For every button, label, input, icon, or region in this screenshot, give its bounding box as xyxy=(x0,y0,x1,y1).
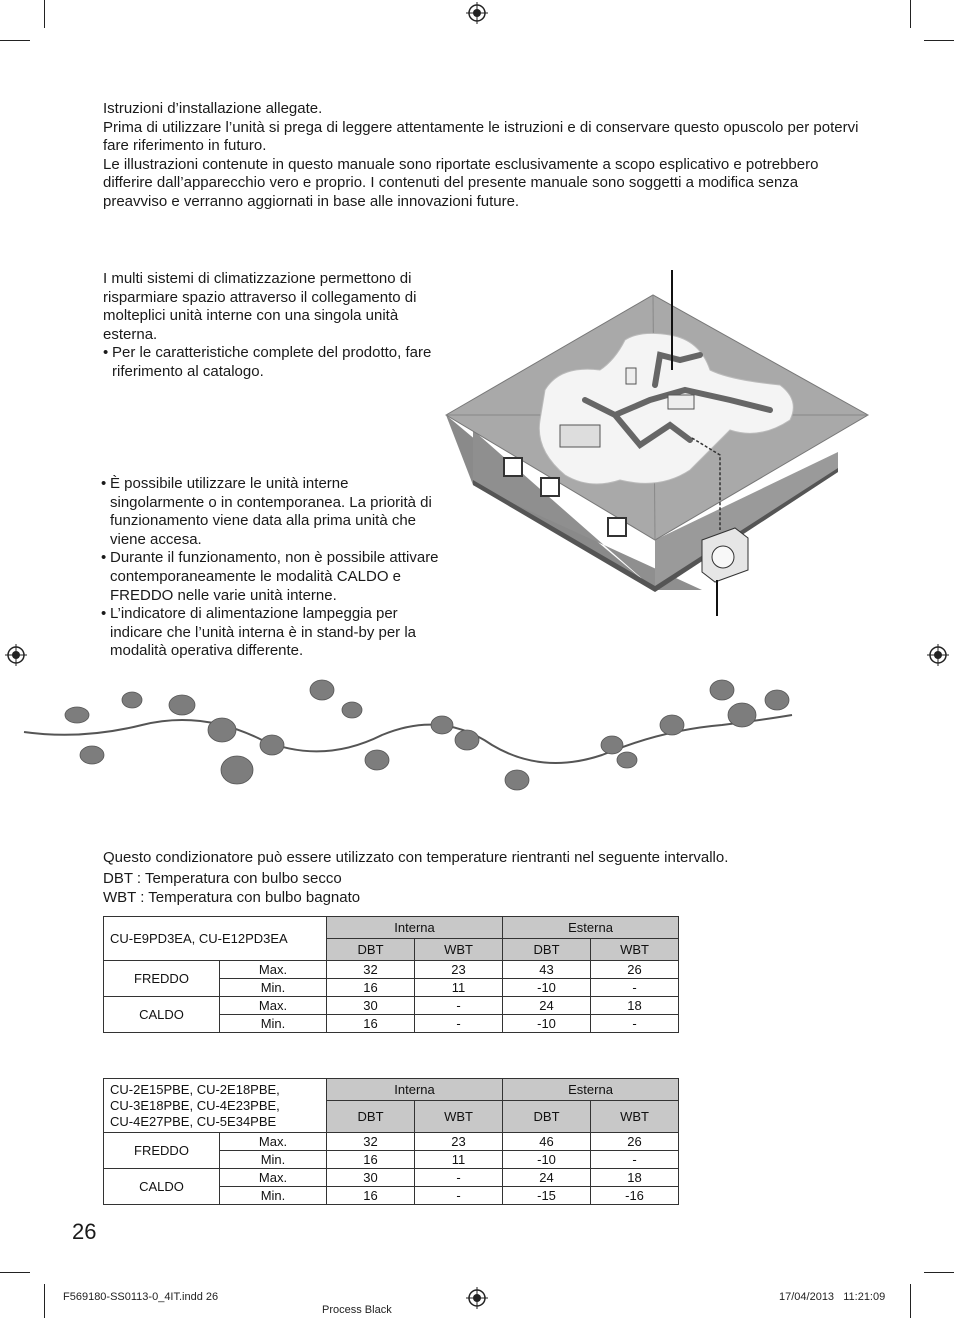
table-cell: 16 xyxy=(327,1015,415,1033)
leaf-icon xyxy=(260,735,284,755)
leaf-icon xyxy=(505,770,529,790)
leaf-icon xyxy=(617,752,637,768)
table-cell: 18 xyxy=(591,997,679,1015)
intro-line: Le illustrazioni contenute in questo manuale sono riportate esclusivamente a scopo esplicativo e potrebbero differire dall’apparecchio vero e proprio. I contenuti del presente manuale sono soggetti a modifica senza preavviso e verranno aggiornati in base alle innovazioni future. xyxy=(103,155,819,210)
mode-caldo: CALDO xyxy=(104,997,220,1033)
mode-freddo: FREDDO xyxy=(104,961,220,997)
crop-mark xyxy=(924,40,954,41)
header-interna: Interna xyxy=(327,917,503,939)
table-cell: 26 xyxy=(591,1133,679,1151)
leaf-icon xyxy=(365,750,389,770)
registration-mark-icon xyxy=(466,1287,488,1309)
table-cell: 11 xyxy=(415,1151,503,1169)
header-wbt: WBT xyxy=(415,1101,503,1133)
multi-system-description: I multi sistemi di climatizzazione permettono di risparmiare spazio attraverso il collegamento di molteplici unità interne con una singola unità esterna. xyxy=(103,270,417,343)
table-cell: 23 xyxy=(415,961,503,979)
table-cell: 24 xyxy=(503,997,591,1015)
model-line: CU-2E15PBE, CU-2E18PBE, xyxy=(110,1081,280,1097)
indoor-unit xyxy=(560,425,600,447)
house-window xyxy=(608,518,626,536)
table-cell: 30 xyxy=(327,997,415,1015)
row-label-max: Max. xyxy=(220,1169,327,1187)
crop-mark xyxy=(910,1284,911,1318)
intro-line: Istruzioni d’installazione allegate. xyxy=(103,100,323,117)
house-illustration xyxy=(440,240,872,620)
indoor-unit xyxy=(668,395,694,409)
header-interna: Interna xyxy=(327,1079,503,1101)
crop-mark xyxy=(44,0,45,28)
registration-mark-icon xyxy=(466,2,488,24)
table-cell: 16 xyxy=(327,1187,415,1205)
table-cell: - xyxy=(591,1151,679,1169)
header-wbt: WBT xyxy=(415,939,503,961)
header-wbt: WBT xyxy=(591,939,679,961)
leaf-icon xyxy=(80,746,104,764)
note-item: • È possibile utilizzare le unità interne singolarmente o in contemporanea. La priorità di funzionamento viene data alla prima unità che viene accesa. xyxy=(101,475,446,549)
dbt-definition: DBT : Temperatura con bulbo secco xyxy=(103,870,342,887)
footer-process: Process Black xyxy=(322,1304,392,1316)
table-cell: 30 xyxy=(327,1169,415,1187)
table-cell: 43 xyxy=(503,961,591,979)
header-wbt: WBT xyxy=(591,1101,679,1133)
footer-datetime: 17/04/2013 11:21:09 xyxy=(779,1291,886,1303)
header-dbt: DBT xyxy=(503,939,591,961)
crop-mark xyxy=(0,1272,30,1273)
leaf-icon xyxy=(208,718,236,742)
operating-range-table-2 xyxy=(103,1078,679,1205)
header-dbt: DBT xyxy=(503,1101,591,1133)
row-label-max: Max. xyxy=(220,1133,327,1151)
leaf-icon xyxy=(169,695,195,715)
intro-text xyxy=(103,100,863,212)
header-esterna: Esterna xyxy=(503,917,679,939)
leaf-icon xyxy=(765,690,789,710)
leaf-icon xyxy=(455,730,479,750)
table-cell: 32 xyxy=(327,961,415,979)
table-cell: 11 xyxy=(415,979,503,997)
note-item: • Durante il funzionamento, non è possibile attivare contemporaneamente le modalità CALDO e FREDDO nelle varie unità interne. xyxy=(101,549,446,605)
footer-filename: F569180-SS0113-0_4IT.indd 26 xyxy=(63,1291,219,1303)
mode-caldo: CALDO xyxy=(104,1169,220,1205)
table-cell: -10 xyxy=(503,1015,591,1033)
row-label-min: Min. xyxy=(220,1187,327,1205)
leaf-icon xyxy=(221,756,253,784)
table-cell: 18 xyxy=(591,1169,679,1187)
table-cell: - xyxy=(591,979,679,997)
row-label-max: Max. xyxy=(220,961,327,979)
table-cell: 16 xyxy=(327,1151,415,1169)
indoor-unit xyxy=(626,368,636,384)
registration-mark-icon xyxy=(927,644,949,666)
crop-mark xyxy=(924,1272,954,1273)
operation-notes xyxy=(101,475,446,661)
operating-range-table-1 xyxy=(103,916,679,1033)
registration-mark-icon xyxy=(5,644,27,666)
mode-freddo: FREDDO xyxy=(104,1133,220,1169)
model-line: CU-3E18PBE, CU-4E23PBE, xyxy=(110,1097,280,1113)
row-label-min: Min. xyxy=(220,1151,327,1169)
multi-system-text xyxy=(103,270,441,382)
header-dbt: DBT xyxy=(327,1101,415,1133)
row-label-min: Min. xyxy=(220,1015,327,1033)
crop-mark xyxy=(44,1284,45,1318)
table-cell: - xyxy=(415,997,503,1015)
leaf-icon xyxy=(65,707,89,723)
decorative-vine xyxy=(22,670,794,805)
table-cell: - xyxy=(415,1187,503,1205)
leaf-icon xyxy=(431,716,453,734)
row-label-max: Max. xyxy=(220,997,327,1015)
header-dbt: DBT xyxy=(327,939,415,961)
outdoor-unit-fan-icon xyxy=(712,546,734,568)
leaf-icon xyxy=(660,715,684,735)
table-cell: 26 xyxy=(591,961,679,979)
header-esterna: Esterna xyxy=(503,1079,679,1101)
table-cell: -15 xyxy=(503,1187,591,1205)
model-cell: CU-E9PD3EA, CU-E12PD3EA xyxy=(104,917,327,961)
table-cell: 46 xyxy=(503,1133,591,1151)
leaf-icon xyxy=(310,680,334,700)
model-line: CU-4E27PBE, CU-5E34PBE xyxy=(110,1113,277,1129)
table-cell: - xyxy=(415,1169,503,1187)
catalog-note: • Per le caratteristiche complete del prodotto, fare riferimento al catalogo. xyxy=(103,344,441,381)
house-window xyxy=(541,478,559,496)
leaf-icon xyxy=(122,692,142,708)
leaf-icon xyxy=(342,702,362,718)
table-cell: 32 xyxy=(327,1133,415,1151)
model-cell xyxy=(104,1079,327,1133)
crop-mark xyxy=(0,40,30,41)
house-window xyxy=(504,458,522,476)
intro-line: Prima di utilizzare l’unità si prega di leggere attentamente le istruzioni e di conservare questo opuscolo per potervi fare riferimento in futuro. xyxy=(103,118,859,155)
table-cell: - xyxy=(415,1015,503,1033)
table-cell: 16 xyxy=(327,979,415,997)
table-cell: 23 xyxy=(415,1133,503,1151)
table-cell: -10 xyxy=(503,1151,591,1169)
leaf-icon xyxy=(601,736,623,754)
temperature-range-intro: Questo condizionatore può essere utilizzato con temperature rientranti nel seguente intervallo. xyxy=(103,849,729,866)
leaf-icon xyxy=(728,703,756,727)
page-number: 26 xyxy=(72,1219,97,1244)
leaf-icon xyxy=(710,680,734,700)
table-cell: - xyxy=(591,1015,679,1033)
row-label-min: Min. xyxy=(220,979,327,997)
table-cell: -10 xyxy=(503,979,591,997)
crop-mark xyxy=(910,0,911,28)
table-cell: -16 xyxy=(591,1187,679,1205)
table-cell: 24 xyxy=(503,1169,591,1187)
wbt-definition: WBT : Temperatura con bulbo bagnato xyxy=(103,889,361,906)
note-item: • L’indicatore di alimentazione lampeggia per indicare che l’unità interna è in stand-by per la modalità operativa differente. xyxy=(101,605,446,661)
